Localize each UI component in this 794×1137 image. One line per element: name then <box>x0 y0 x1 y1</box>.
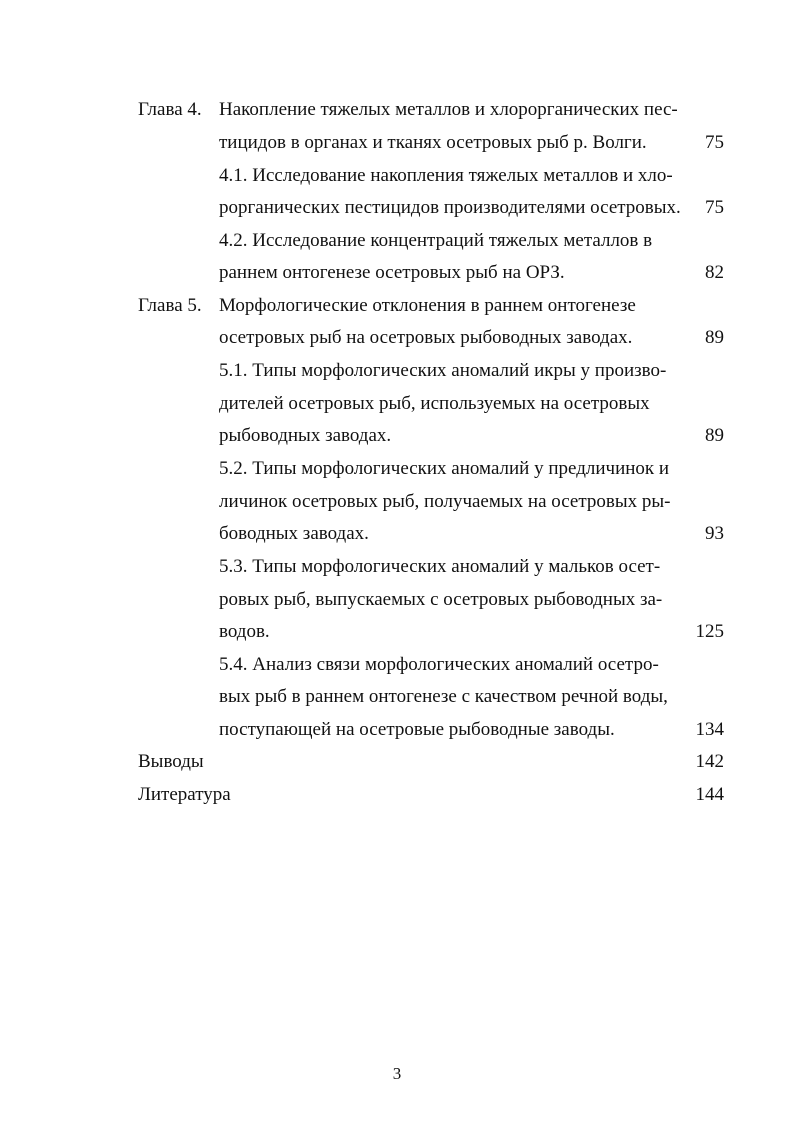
section-4-2-line-1: 4.2. Исследование концентраций тяжелых металлов в <box>219 230 653 251</box>
section-5-1-line-3: рыбоводных заводах. <box>219 425 392 446</box>
section-4-1-line-1: 4.1. Исследование накопления тяжелых металлов и хло- <box>219 165 673 186</box>
literature-label: Литература <box>138 784 231 805</box>
section-5-1-line-1: 5.1. Типы морфологических аномалий икры у произво- <box>219 360 667 381</box>
section-5-1-page: 89 <box>705 425 724 446</box>
chapter-5-page: 89 <box>705 327 724 348</box>
literature-page: 144 <box>695 784 724 805</box>
conclusions-page: 142 <box>695 751 724 772</box>
section-5-1-line-2: дителей осетровых рыб, используемых на осетровых <box>219 393 650 414</box>
section-5-4-page: 134 <box>695 719 724 740</box>
conclusions-label: Выводы <box>138 751 204 772</box>
chapter-4-title-line-1: Накопление тяжелых металлов и хлорорганических пес- <box>219 99 678 120</box>
chapter-5-title-line-1: Морфологические отклонения в раннем онтогенезе <box>219 295 636 316</box>
section-4-1-page: 75 <box>705 197 724 218</box>
page-number: 3 <box>392 1064 402 1083</box>
section-5-2-line-3: боводных заводах. <box>219 523 369 544</box>
section-4-2-page: 82 <box>705 262 724 283</box>
section-5-4-line-1: 5.4. Анализ связи морфологических аномалий осетро- <box>219 654 659 675</box>
section-5-2-line-2: личинок осетровых рыб, получаемых на осетровых ры- <box>219 491 671 512</box>
section-5-4-line-2: вых рыб в раннем онтогенезе с качеством речной воды, <box>219 686 668 707</box>
chapter-5-title-line-2: осетровых рыб на осетровых рыбоводных заводах. <box>219 327 633 348</box>
section-5-4-line-3: поступающей на осетровые рыбоводные заводы. <box>219 719 615 740</box>
chapter-5-label: Глава 5. <box>138 295 202 316</box>
chapter-4-page: 75 <box>705 132 724 153</box>
section-5-3-page: 125 <box>695 621 724 642</box>
section-5-3-line-1: 5.3. Типы морфологических аномалий у мальков осет- <box>219 556 661 577</box>
section-5-3-line-3: водов. <box>219 621 270 642</box>
section-4-2-line-2: раннем онтогенезе осетровых рыб на ОРЗ. <box>219 262 565 283</box>
section-4-1-line-2: рорганических пестицидов производителями осетровых. <box>219 197 681 218</box>
section-5-2-line-1: 5.2. Типы морфологических аномалий у предличинок и <box>219 458 670 479</box>
chapter-4-label: Глава 4. <box>138 99 202 120</box>
section-5-3-line-2: ровых рыб, выпускаемых с осетровых рыбоводных за- <box>219 589 663 610</box>
section-5-2-page: 93 <box>705 523 724 544</box>
chapter-4-title-line-2: тицидов в органах и тканях осетровых рыб р. Волги. <box>219 132 647 153</box>
